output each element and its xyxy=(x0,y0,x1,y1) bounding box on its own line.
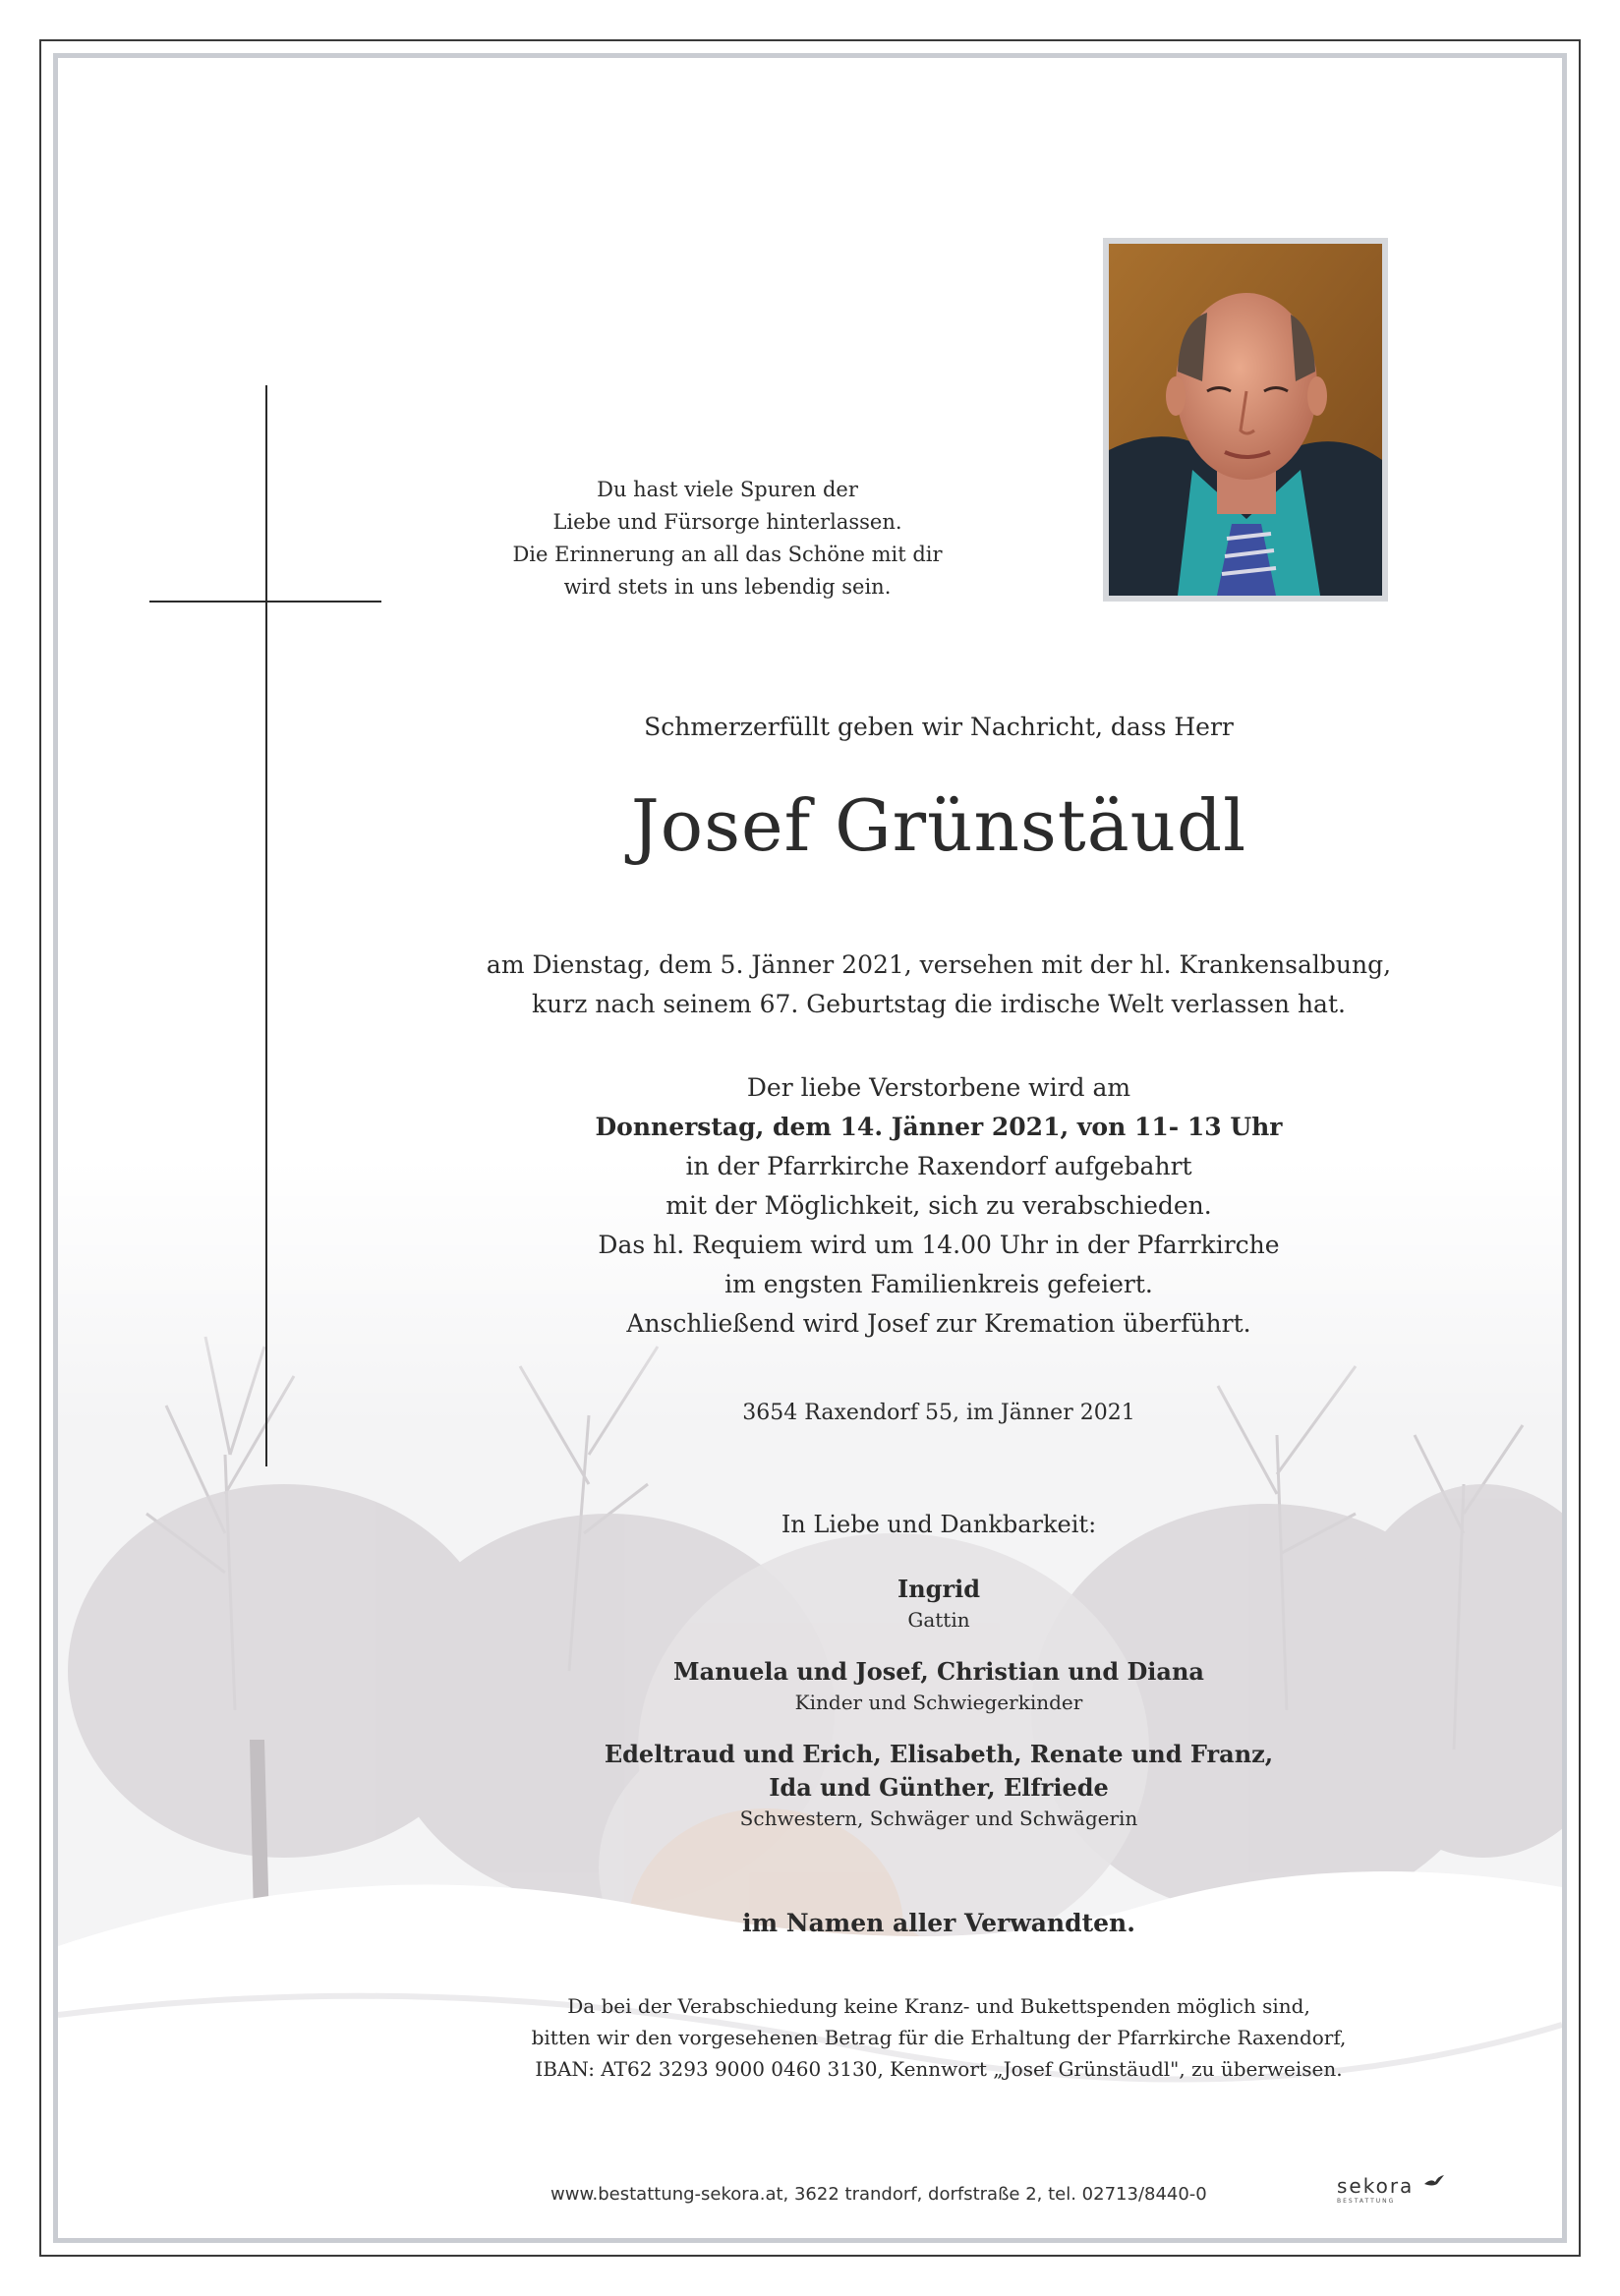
verse-line: Liebe und Fürsorge hinterlassen. xyxy=(552,510,902,534)
mourners-list xyxy=(442,1573,1435,1854)
mourner-relation: Schwestern, Schwäger und Schwägerin xyxy=(739,1807,1138,1830)
ceremony-line: Das hl. Requiem wird um 14.00 Uhr in der Pfarrkirche xyxy=(598,1231,1280,1259)
ceremony-line: mit der Möglichkeit, sich zu verabschieden. xyxy=(665,1191,1212,1220)
mourner-names: Ida und Günther, Elfriede xyxy=(769,1773,1109,1802)
place-and-date: 3654 Raxendorf 55, im Jänner 2021 xyxy=(742,1401,1135,1425)
verse-line: Du hast viele Spuren der xyxy=(597,478,858,501)
donation-request xyxy=(393,1990,1484,2085)
deceased-name: Josef Grünstäudl xyxy=(630,784,1247,867)
footer-contact: www.bestattung-sekora.at, 3622 trandorf, dorfstraße 2, tel. 02713/8440-0 xyxy=(550,2184,1207,2205)
announcement-text: Schmerzerfüllt geben wir Nachricht, dass Herr xyxy=(644,713,1234,741)
ceremony-line: im engsten Familienkreis gefeiert. xyxy=(724,1270,1153,1298)
bird-icon xyxy=(1423,2174,1445,2190)
logo-text: sekora xyxy=(1337,2174,1415,2198)
portrait-photo xyxy=(1103,238,1388,602)
mourner-group xyxy=(442,1738,1435,1832)
mourner-group xyxy=(442,1655,1435,1716)
ceremony-details xyxy=(433,1068,1445,1344)
ceremony-intro: Der liebe Verstorbene wird am xyxy=(746,1073,1131,1102)
mourner-names: Ingrid xyxy=(897,1575,980,1603)
logo-subtext: BESTATTUNG xyxy=(1337,2198,1396,2205)
donation-line: IBAN: AT62 3293 9000 0460 3130, Kennwort „Josef Grünstäudl", zu überweisen. xyxy=(535,2057,1343,2081)
verse-line: wird stets in uns lebendig sein. xyxy=(563,575,892,599)
mourner-names: Edeltraud und Erich, Elisabeth, Renate und Franz, xyxy=(604,1740,1274,1768)
passing-details xyxy=(433,946,1445,1024)
mourner-relation: Kinder und Schwiegerkinder xyxy=(794,1691,1083,1714)
passing-line: am Dienstag, dem 5. Jänner 2021, versehen mit der hl. Krankensalbung, xyxy=(486,950,1392,979)
donation-line: bitten wir den vorgesehenen Betrag für die Erhaltung der Pfarrkirche Raxendorf, xyxy=(531,2026,1347,2049)
mourner-names: Manuela und Josef, Christian und Diana xyxy=(673,1657,1204,1686)
passing-line: kurz nach seinem 67. Geburtstag die irdische Welt verlassen hat. xyxy=(532,990,1346,1018)
thanks-heading: In Liebe und Dankbarkeit: xyxy=(781,1511,1097,1538)
memorial-verse xyxy=(472,474,983,603)
verse-line: Die Erinnerung an all das Schöne mit dir xyxy=(512,543,943,566)
ceremony-date-time: Donnerstag, dem 14. Jänner 2021, von 11- 13 Uhr xyxy=(595,1113,1283,1141)
closing-line: im Namen aller Verwandten. xyxy=(742,1909,1135,1937)
mourner-group xyxy=(442,1573,1435,1634)
mourner-relation: Gattin xyxy=(907,1608,970,1632)
sekora-logo xyxy=(1337,2174,1445,2213)
donation-line: Da bei der Verabschiedung keine Kranz- und Bukettspenden möglich sind, xyxy=(567,1994,1310,2018)
ceremony-line: in der Pfarrkirche Raxendorf aufgebahrt xyxy=(685,1152,1192,1180)
ceremony-line: Anschließend wird Josef zur Kremation überführt. xyxy=(626,1309,1251,1338)
cross-vertical-bar xyxy=(265,385,267,1466)
cross-horizontal-bar xyxy=(149,601,381,603)
